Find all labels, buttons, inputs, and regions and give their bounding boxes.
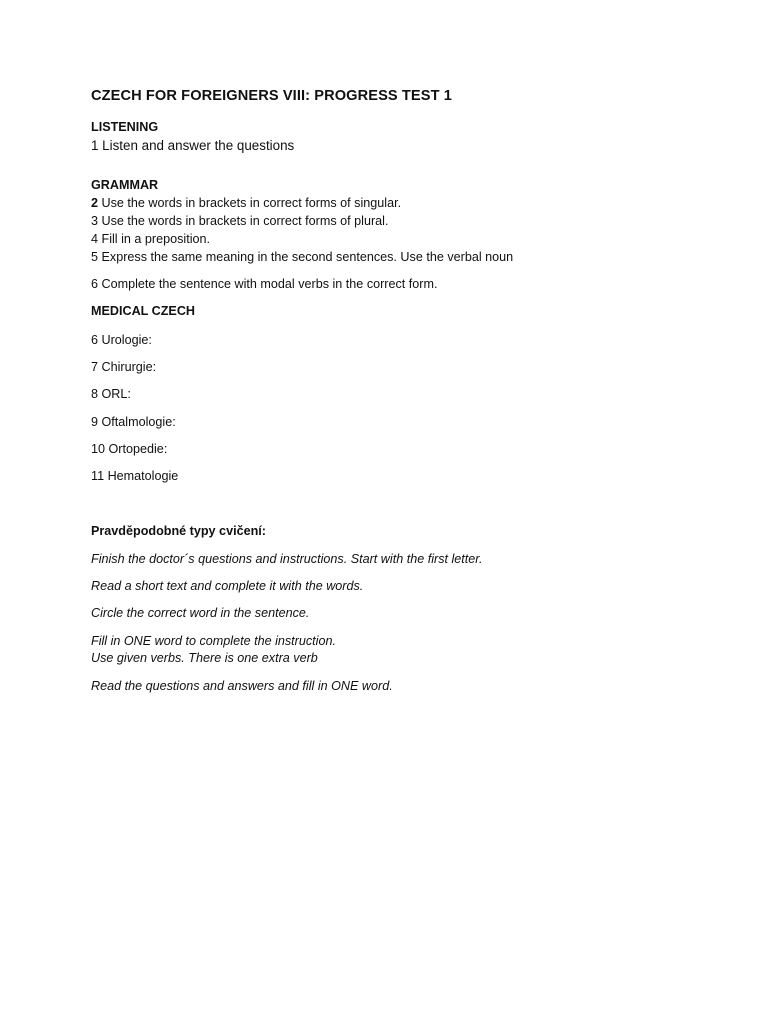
grammar-item-2-text: Use the words in brackets in correct forms of singular. [98, 196, 402, 210]
exercise-type-item: Read a short text and complete it with the words. [91, 579, 364, 593]
medical-item-oftalmologie: 9 Oftalmologie: [91, 415, 176, 429]
medical-item-chirurgie: 7 Chirurgie: [91, 360, 157, 374]
listening-heading: LISTENING [91, 120, 159, 134]
medical-item-ortopedie: 10 Ortopedie: [91, 442, 168, 456]
medical-item-urologie: 6 Urologie: [91, 333, 152, 347]
document-title: CZECH FOR FOREIGNERS VIII: PROGRESS TEST 1 [91, 88, 452, 104]
medical-item-orl: 8 ORL: [91, 387, 131, 401]
exercise-type-item: Circle the correct word in the sentence. [91, 606, 310, 620]
grammar-heading: GRAMMAR [91, 178, 159, 192]
grammar-item-2-number: 2 [91, 196, 99, 210]
medical-item-hematologie: 11 Hematologie [91, 469, 179, 483]
grammar-item-6: 6 Complete the sentence with modal verbs in the correct form. [91, 277, 438, 291]
exercise-type-item: Use given verbs. There is one extra verb [91, 651, 318, 665]
listening-item-1: 1 Listen and answer the questions [91, 138, 295, 153]
exercise-type-item: Read the questions and answers and fill in ONE word. [91, 679, 393, 693]
exercise-type-item: Finish the doctor´s questions and instructions. Start with the first letter. [91, 552, 483, 566]
exercise-types-heading: Pravděpodobné typy cvičení: [91, 524, 266, 538]
grammar-item-2 [91, 195, 401, 211]
grammar-item-3: 3 Use the words in brackets in correct forms of plural. [91, 214, 389, 228]
medical-heading: MEDICAL CZECH [91, 304, 196, 318]
grammar-item-5: 5 Express the same meaning in the second sentences. Use the verbal noun [91, 250, 514, 264]
exercise-type-item: Fill in ONE word to complete the instruction. [91, 634, 336, 648]
grammar-item-4: 4 Fill in a preposition. [91, 232, 211, 246]
